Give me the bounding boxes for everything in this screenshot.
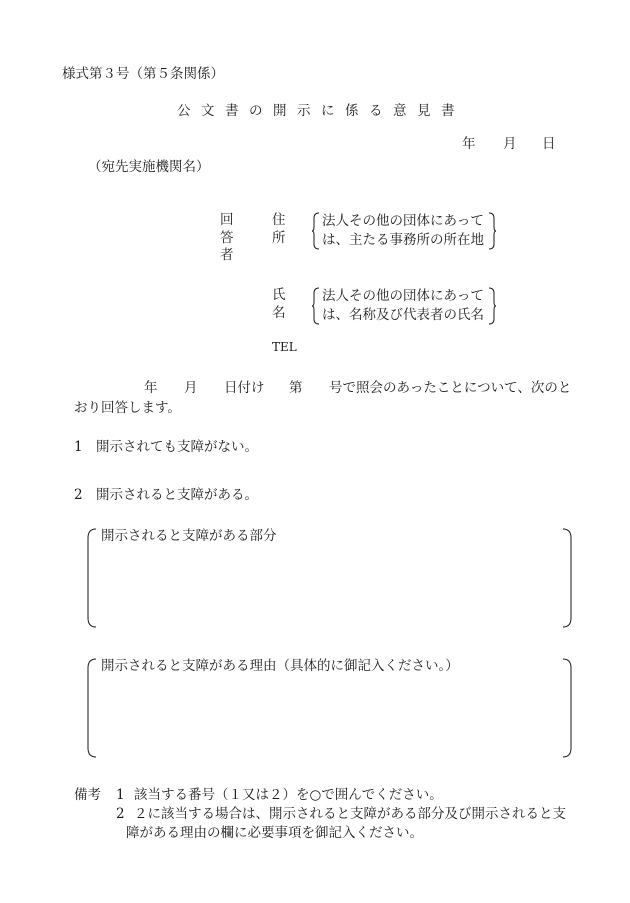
affected-reason-box — [87, 658, 572, 758]
affected-part-box — [87, 528, 572, 628]
address-label: 住所 — [272, 212, 286, 246]
reply-number-prefix: 第 — [289, 380, 303, 396]
respondent-label: 回答者 — [220, 212, 234, 264]
address-note-line2: は、主たる事務所の所在地 — [322, 232, 484, 248]
right-bracket-icon — [562, 528, 572, 628]
affected-part-label: 開示されると支障がある部分 — [101, 528, 277, 544]
address-note-line1: 法人その他の団体にあって — [322, 213, 484, 229]
option-number: 1 — [74, 439, 83, 455]
reply-month: 月 — [184, 380, 198, 396]
name-label: 氏名 — [272, 287, 286, 321]
remark-number: 2 — [116, 806, 125, 822]
option-text: 開示されても支障がない。 — [96, 439, 258, 455]
reply-dated: 日付け — [224, 380, 265, 396]
address-note — [316, 212, 498, 250]
name-note-line2: は、名称及び代表者の氏名 — [322, 307, 484, 323]
option-1 — [74, 439, 258, 457]
option-number: 2 — [74, 487, 83, 503]
name-note-line1: 法人その他の団体にあって — [322, 288, 484, 304]
left-bracket-icon — [87, 528, 97, 628]
right-bracket-icon — [488, 212, 496, 250]
left-bracket-icon — [87, 658, 97, 758]
date-year: 年 — [462, 136, 476, 152]
reply-line1 — [74, 378, 574, 398]
option-2 — [74, 487, 258, 505]
left-bracket-icon — [312, 212, 320, 250]
date-day: 日 — [542, 136, 556, 152]
document-title: 公文書の開示に係る意見書 — [177, 103, 465, 119]
affected-reason-label: 開示されると支障がある理由（具体的に御記入ください。） — [101, 658, 459, 674]
remarks-heading: 備考 — [74, 787, 101, 803]
remark-number: 1 — [116, 787, 125, 803]
addressee: （宛先実施機関名） — [88, 159, 210, 175]
remark-text: 該当する番号（１又は２）を○で囲んでください。 — [134, 787, 443, 803]
remarks — [74, 786, 566, 843]
remark-text: ２に該当する場合は、開示されると支障がある部分及び開示されると支 — [134, 806, 566, 822]
remark-item-1 — [74, 787, 443, 803]
tel-label: TEL — [272, 340, 297, 354]
right-bracket-icon — [488, 287, 496, 325]
reply-line1-suffix: 号で照会のあったことについて、次のと — [329, 380, 572, 396]
remark-item-2 — [74, 805, 566, 824]
left-bracket-icon — [312, 287, 320, 325]
reply-year: 年 — [144, 380, 158, 396]
reply-line2: おり回答します。 — [74, 400, 181, 416]
reply-paragraph — [74, 378, 574, 418]
right-bracket-icon — [562, 658, 572, 758]
date-month: 月 — [503, 136, 517, 152]
remark-item-2-continued: 障がある理由の欄に必要事項を御記入ください。 — [126, 825, 423, 841]
name-note — [316, 287, 498, 325]
option-text: 開示されると支障がある。 — [96, 487, 258, 503]
form-number: 様式第３号（第５条関係） — [62, 66, 224, 82]
